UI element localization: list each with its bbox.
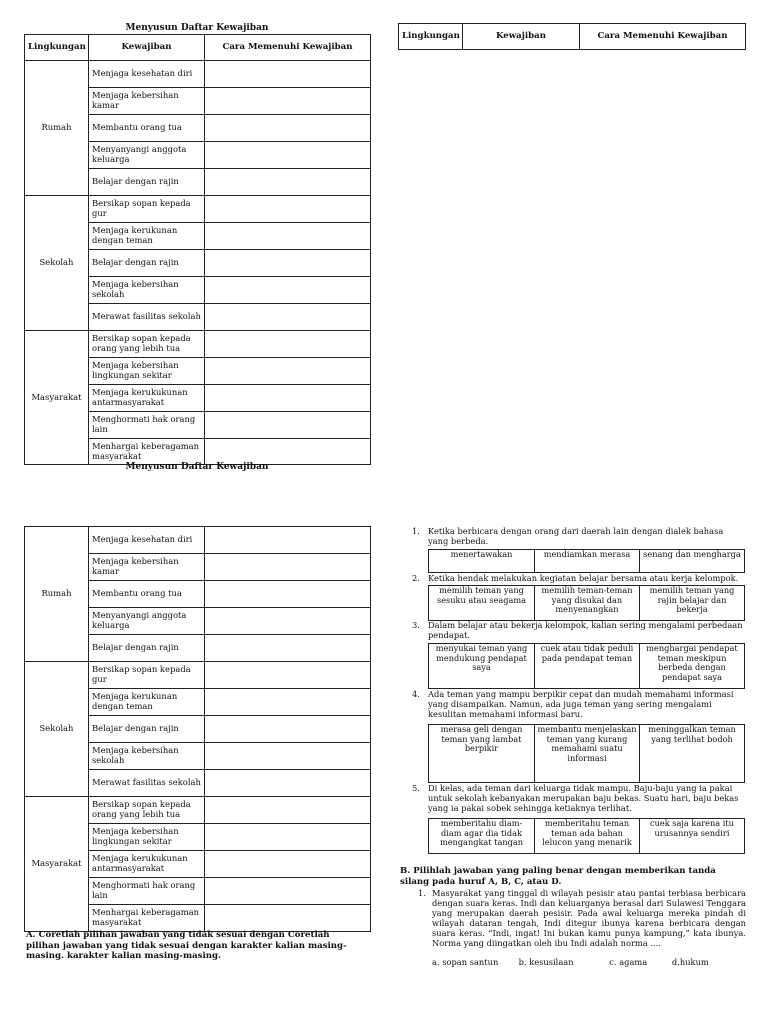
duty-cell: Merawat fasilitas sekolah (89, 770, 205, 797)
question-number: 3. (412, 620, 420, 630)
duty-cell: Menjaga kerukukunan antarmasyarakat (89, 385, 205, 412)
duty-cell: Belajar dengan rajin (89, 250, 205, 277)
answer-cell[interactable] (205, 385, 371, 412)
choice-d[interactable]: d.hukum (671, 957, 709, 967)
answer-cell[interactable] (205, 88, 371, 115)
question-4 (412, 690, 746, 720)
question-text: Di kelas, ada teman dari keluarga tidak mampu. Baju-baju yang ia pakai untuk sekolah kebanyakan merupakan baju bekas. Suatu hari, baju bekas yang ia pakai sobek sehingga ketiaknya terlihat. (428, 783, 739, 813)
option-cell[interactable]: menghargai pendapat teman meskipun berbeda dengan pendapat saya (640, 644, 745, 689)
answer-cell[interactable] (205, 554, 371, 581)
question-1 (412, 527, 746, 547)
duty-cell: Menjaga kebersihan sekolah (89, 277, 205, 304)
duty-cell: Belajar dengan rajin (89, 169, 205, 196)
option-cell[interactable]: merasa geli dengan teman yang lambat berpikir (429, 725, 535, 783)
answer-cell[interactable] (205, 905, 371, 932)
answer-cell[interactable] (205, 439, 371, 465)
duty-cell: Menjaga kebersihan kamar (89, 554, 205, 581)
duty-cell: Menhargai keberagaman masyarakat (89, 439, 205, 465)
duty-cell: Membantu orang tua (89, 115, 205, 142)
question-text: Ketika berbicara dengan orang dari daerah lain dengan dialek bahasa yang berbeda. (428, 526, 724, 546)
answer-cell[interactable] (205, 304, 371, 331)
question-number: 5. (412, 783, 420, 793)
duty-cell: Menjaga kerukukunan antarmasyarakat (89, 851, 205, 878)
env-cell: Masyarakat (25, 331, 89, 465)
section-b-heading: B. Pilihlah jawaban yang paling benar dengan memberikan tanda silang pada huruf A, B, C, atau D. (400, 866, 716, 887)
options-q5 (428, 818, 745, 854)
question-text: Ada teman yang mampu berpikir cepat dan mudah memahami informasi yang disampaikan. Namun, ada juga teman yang sering mengalami kesulitan memahami informasi baru. (428, 689, 734, 719)
answer-cell[interactable] (205, 223, 371, 250)
duty-cell: Menyanyangi anggota keluarga (89, 142, 205, 169)
option-cell[interactable]: meninggalkan teman yang terlihat bodoh (640, 725, 745, 783)
section-b-question-1 (418, 889, 746, 949)
option-cell[interactable]: memilih teman yang rajin belajar dan bekerja (640, 586, 745, 621)
choice-b[interactable]: b. kesusilaan (518, 957, 574, 967)
duty-cell: Menghormati hak orang lain (89, 412, 205, 439)
option-cell[interactable]: memilih teman yang sesuku atau seagama (429, 586, 535, 621)
question-text: Dalam belajar atau bekerja kelompok, kalian sering mengalami perbedaan pendapat. (428, 620, 743, 640)
header-lingkungan: Lingkungan (399, 24, 463, 50)
duty-cell: Bersikap sopan kepada gur (89, 662, 205, 689)
header-cara: Cara Memenuhi Kewajiban (205, 35, 371, 61)
env-cell: Masyarakat (25, 797, 89, 932)
answer-cell[interactable] (205, 331, 371, 358)
duty-cell: Membantu orang tua (89, 581, 205, 608)
duty-cell: Bersikap sopan kepada gur (89, 196, 205, 223)
answer-cell[interactable] (205, 635, 371, 662)
option-cell[interactable]: memilih teman-teman yang disukai dan menyenangkan (535, 586, 640, 621)
duty-cell: Merawat fasilitas sekolah (89, 304, 205, 331)
duty-cell: Menyanyangi anggota keluarga (89, 608, 205, 635)
answer-cell[interactable] (205, 608, 371, 635)
choice-c[interactable]: c. agama (609, 957, 648, 967)
duty-cell: Menjaga kerukunan dengan teman (89, 689, 205, 716)
answer-cell[interactable] (205, 851, 371, 878)
answer-cell[interactable] (205, 878, 371, 905)
answer-cell[interactable] (205, 412, 371, 439)
right-header-table (398, 23, 746, 50)
question-2 (412, 574, 746, 584)
duty-cell: Menjaga kebersihan lingkungan sekitar (89, 358, 205, 385)
duty-cell: Belajar dengan rajin (89, 716, 205, 743)
env-cell: Sekolah (25, 662, 89, 797)
option-cell[interactable]: mendiamkan merasa (535, 550, 640, 573)
question-number: 2. (412, 573, 420, 583)
bottom-duty-table (24, 526, 371, 932)
question-number: 1. (418, 888, 426, 898)
env-cell: Sekolah (25, 196, 89, 331)
question-3 (412, 621, 746, 641)
header-cara: Cara Memenuhi Kewajiban (580, 24, 746, 50)
question-number: 4. (412, 689, 420, 699)
header-kewajiban: Kewajiban (89, 35, 205, 61)
option-cell[interactable]: memberitahu teman teman ada bahan lelucon yang menarik (535, 819, 640, 854)
duty-cell: Belajar dengan rajin (89, 635, 205, 662)
option-cell[interactable]: menyukai teman yang mendukung pendapat saya (429, 644, 535, 689)
answer-cell[interactable] (205, 358, 371, 385)
answer-cell[interactable] (205, 662, 371, 689)
answer-cell[interactable] (205, 196, 371, 223)
question-5 (412, 784, 746, 814)
answer-cell[interactable] (205, 689, 371, 716)
answer-choices (432, 958, 746, 968)
answer-cell[interactable] (205, 716, 371, 743)
duty-cell: Menghormati hak orang lain (89, 878, 205, 905)
answer-cell[interactable] (205, 527, 371, 554)
answer-cell[interactable] (205, 142, 371, 169)
question-text: Ketika hendak melakukan kegiatan belajar bersama atau kerja kelompok. (428, 573, 739, 583)
answer-cell[interactable] (205, 115, 371, 142)
env-cell: Rumah (25, 527, 89, 662)
duty-cell: Bersikap sopan kepada orang yang lebih tua (89, 797, 205, 824)
duty-cell: Menjaga kebersihan sekolah (89, 743, 205, 770)
question-number: 1. (412, 526, 420, 536)
header-kewajiban: Kewajiban (463, 24, 580, 50)
answer-cell[interactable] (205, 250, 371, 277)
top-table-title: Menyusun Daftar Kewajiban (125, 23, 269, 33)
options-q3 (428, 643, 745, 689)
choice-a[interactable]: a. sopan santun (432, 957, 499, 967)
section-a-instruction: A. Coretlah pilihan jawaban yang tidak sesuai dengan Coretlah pilihan jawaban yang tidak sesuai dengan karakter kalian masing-masing. karakter kalian masing-masing. (26, 930, 347, 962)
env-cell: Rumah (25, 61, 89, 196)
options-q2 (428, 585, 745, 621)
duty-cell: Menjaga kerukunan dengan teman (89, 223, 205, 250)
option-cell[interactable]: cuek saja karena itu urusannya sendiri (640, 819, 745, 854)
table-caption: Menyusun Daftar Kewajiban (125, 462, 269, 472)
header-lingkungan: Lingkungan (25, 35, 89, 61)
duty-cell: Menhargai keberagaman masyarakat (89, 905, 205, 932)
option-cell[interactable]: membantu menjelaskan teman yang kurang memahami suatu informasi (535, 725, 640, 783)
duty-cell: Bersikap sopan kepada orang yang lebih tua (89, 331, 205, 358)
answer-cell[interactable] (205, 277, 371, 304)
answer-cell[interactable] (205, 824, 371, 851)
option-cell[interactable]: cuek atau tidak peduli pada pendapat teman (535, 644, 640, 689)
option-cell[interactable]: senang dan mengharga (640, 550, 745, 573)
duty-cell: Menjaga kebersihan kamar (89, 88, 205, 115)
option-cell[interactable]: memberitahu diam-diam agar dia tidak mengangkat tangan (429, 819, 535, 854)
question-text: Masyarakat yang tinggal di wilayah pesisir atau pantai terbiasa berbicara dengan suara keras. Indi dan keluarganya berasal dari Sulawesi Tenggara yang merupakan daerah pesisir. Pada awal keluarga mereka pindah di wilayah dataran tengah, Indi ditegur ibunya karena berbicara dengan suara keras. “Indi, ingat! Ini bukan kamu punya kampung,” kata ibunya. Norma yang diingatkan oleh ibu Indi adalah norma .... (432, 888, 746, 948)
answer-cell[interactable] (205, 61, 371, 88)
duty-cell: Menjaga kebersihan lingkungan sekitar (89, 824, 205, 851)
answer-cell[interactable] (205, 797, 371, 824)
answer-cell[interactable] (205, 581, 371, 608)
answer-cell[interactable] (205, 770, 371, 797)
options-q1 (428, 549, 745, 573)
duty-cell: Menjaga kesehatan diri (89, 61, 205, 88)
duty-cell: Menjaga kesehatan diri (89, 527, 205, 554)
answer-cell[interactable] (205, 169, 371, 196)
option-cell[interactable]: menertawakan (429, 550, 535, 573)
answer-cell[interactable] (205, 743, 371, 770)
top-duty-table (24, 34, 371, 465)
options-q4 (428, 724, 745, 783)
